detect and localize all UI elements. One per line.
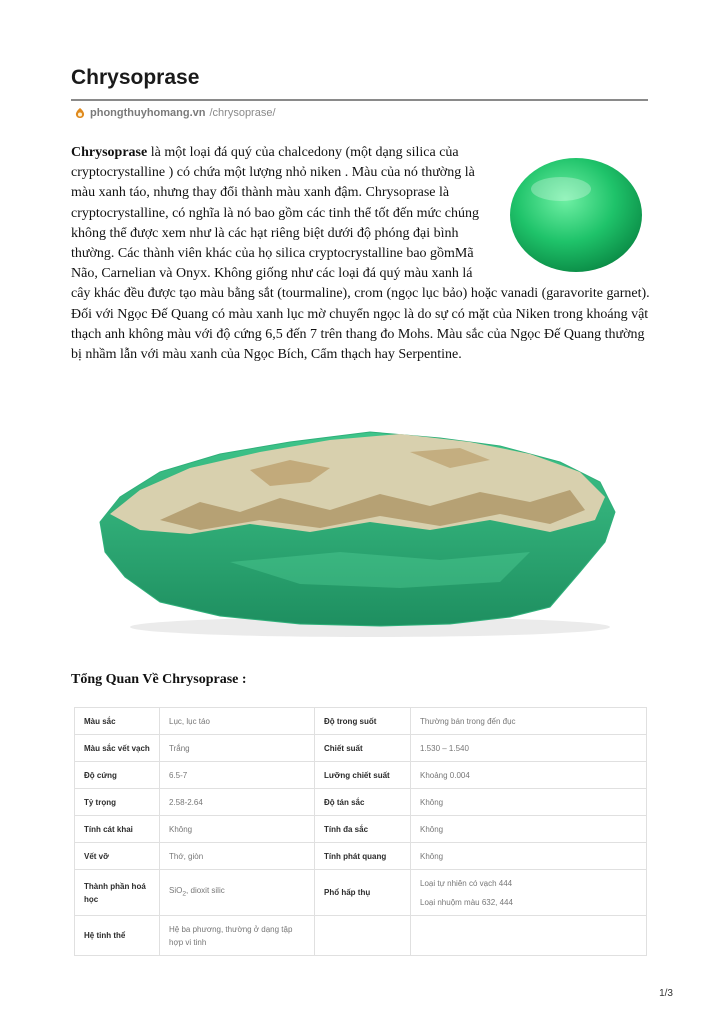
property-value: Thớ, giòn [160,843,315,870]
table-row [75,789,647,816]
table-row [75,708,647,735]
source-link[interactable] [74,107,276,119]
spectrum-line-2: Loại nhuộm màu 632, 444 [420,897,513,907]
formula-base: SiO [169,886,183,896]
property-name: Tỷ trọng [75,789,160,816]
intro-text: là một loại đá quý của chalcedony (một dạng silica của cryptocrystalline ) có chứa một lượng nhỏ niken . Màu của nó thường là màu xanh táo, nhưng thay đổi thành màu xanh đậm. Chrysoprase là cryptocrystalline, có nghĩa là nó bao gồm các tinh thể tốt đến mức chúng không thể được xem như là các hạt riêng biệt dưới độ phóng đại bình thường. Các thành viên khác của họ silica cryptocrystalline bao gồmMã Não, Carnelian và Onyx. Không giống như các loại đá quý màu xanh lá cây khác đều được tạo màu bằng sắt (tourmaline), crom (ngọc lục bảo) hoặc vanadi (garavorite garnet). Đối với Ngọc Đế Quang có màu xanh lục mờ chuyển ngọc là do sự có mặt của Niken trong khoáng vật thạch anh không màu với độ cứng 6,5 đến 7 trên thang đo Mohs. Màu sắc của Ngọc Đế Quang thường bị nhầm lẫn với màu xanh của Ngọc Bích, Cẩm thạch hay Serpentine. [71,145,650,363]
property-value: 6.5-7 [160,762,315,789]
formula-subscript: 2 [182,890,187,898]
property-value [411,870,647,916]
table-row [75,816,647,843]
table-row [75,735,647,762]
table-row [75,762,647,789]
table-row [75,916,647,956]
property-name: Độ tán sắc [315,789,411,816]
property-value: Không [160,816,315,843]
property-name: Chiết suất [315,735,411,762]
property-name: Tính phát quang [315,843,411,870]
page-number: 1/3 [659,988,673,999]
section-heading: Tổng Quan Về Chrysoprase : [71,672,247,687]
chrysoprase-cabochon-image [501,143,651,279]
rough-chrysoprase-image [80,402,640,642]
table-row [75,870,647,916]
property-name [315,916,411,956]
spectrum-line-1: Loại tự nhiên có vạch 444 [420,878,513,888]
property-name: Độ cứng [75,762,160,789]
intro-lead: Chrysoprase [71,145,148,160]
property-value: Thường bán trong đến đục [411,708,647,735]
property-value: Không [411,843,647,870]
source-path: /chrysoprase/ [209,107,276,119]
property-value [160,870,315,916]
property-name: Thành phần hoá học [75,870,160,916]
page-title: Chrysoprase [71,66,200,89]
site-logo-icon [74,107,86,119]
formula-text: , dioxit silic [186,886,225,896]
property-value: 1.530 – 1.540 [411,735,647,762]
intro-paragraph [71,143,651,365]
property-value: Không [411,789,647,816]
properties-table [74,707,647,956]
source-domain[interactable]: phongthuyhomang.vn [90,107,206,119]
property-name: Màu sắc [75,708,160,735]
property-name: Tính cát khai [75,816,160,843]
property-value: Không [411,816,647,843]
property-name: Hệ tinh thể [75,916,160,956]
property-name: Tính đa sắc [315,816,411,843]
table-row [75,843,647,870]
property-name: Lưỡng chiết suất [315,762,411,789]
property-value: Hệ ba phương, thường ở dạng tập hợp vi tinh [160,916,315,956]
property-name: Màu sắc vết vạch [75,735,160,762]
property-value: Lục, lục táo [160,708,315,735]
property-value [411,916,647,956]
property-name: Độ trong suốt [315,708,411,735]
property-name: Vết vỡ [75,843,160,870]
title-divider [71,99,648,101]
property-name: Phổ hấp thụ [315,870,411,916]
property-value: Trắng [160,735,315,762]
property-value: Khoảng 0.004 [411,762,647,789]
property-value: 2.58-2.64 [160,789,315,816]
